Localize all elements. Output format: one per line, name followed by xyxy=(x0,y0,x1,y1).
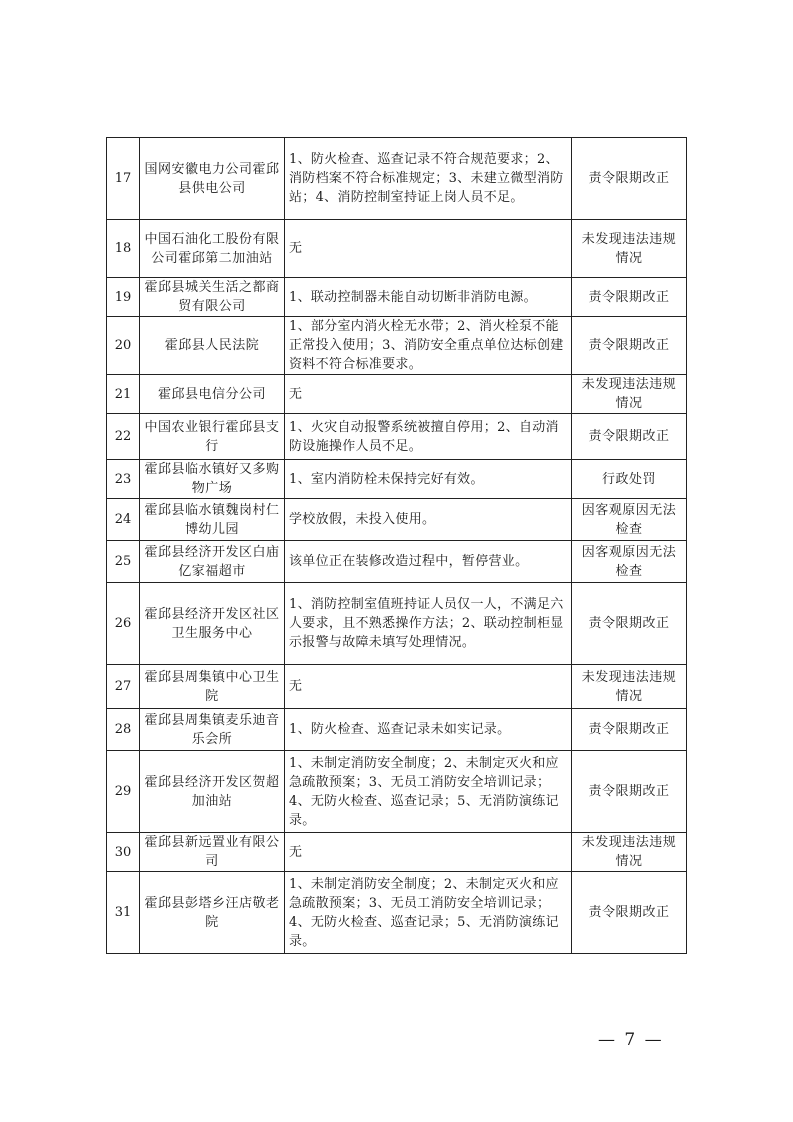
issue-description: 1、火灾自动报警系统被擅自停用；2、自动消防设施操作人员不足。 xyxy=(285,414,572,460)
unit-name: 中国石油化工股份有限公司霍邱第二加油站 xyxy=(140,220,285,278)
table-row xyxy=(107,833,687,872)
unit-name: 霍邱县经济开发区贺超加油站 xyxy=(140,751,285,833)
inspection-result: 责令限期改正 xyxy=(572,138,687,220)
issue-description: 学校放假，未投入使用。 xyxy=(285,499,572,541)
issue-description: 1、防火检查、巡查记录未如实记录。 xyxy=(285,709,572,751)
issue-description: 1、消防控制室值班持证人员仅一人，不满足六人要求，且不熟悉操作方法；2、联动控制柜显示报警与故障未填写处理情况。 xyxy=(285,583,572,665)
issue-description: 1、未制定消防安全制度；2、未制定灭火和应急疏散预案；3、无员工消防安全培训记录；4、无防火检查、巡查记录；5、无消防演练记录。 xyxy=(285,751,572,833)
issue-description: 1、室内消防栓未保持完好有效。 xyxy=(285,460,572,499)
unit-name: 霍邱县经济开发区白庙亿家福超市 xyxy=(140,541,285,583)
unit-name: 霍邱县彭塔乡汪店敬老院 xyxy=(140,872,285,954)
row-number: 31 xyxy=(107,872,140,954)
row-number: 23 xyxy=(107,460,140,499)
inspection-result: 因客观原因无法检查 xyxy=(572,499,687,541)
row-number: 19 xyxy=(107,278,140,317)
issue-description: 无 xyxy=(285,375,572,414)
inspection-result: 责令限期改正 xyxy=(572,317,687,375)
unit-name: 霍邱县周集镇中心卫生院 xyxy=(140,665,285,709)
row-number: 28 xyxy=(107,709,140,751)
issue-description: 无 xyxy=(285,220,572,278)
row-number: 22 xyxy=(107,414,140,460)
unit-name: 霍邱县电信分公司 xyxy=(140,375,285,414)
row-number: 26 xyxy=(107,583,140,665)
inspection-result: 责令限期改正 xyxy=(572,709,687,751)
row-number: 30 xyxy=(107,833,140,872)
inspection-result: 未发现违法违规情况 xyxy=(572,220,687,278)
table-row xyxy=(107,317,687,375)
table-row xyxy=(107,665,687,709)
inspection-result: 责令限期改正 xyxy=(572,872,687,954)
row-number: 27 xyxy=(107,665,140,709)
issue-description: 无 xyxy=(285,833,572,872)
table-row xyxy=(107,138,687,220)
unit-name: 霍邱县城关生活之都商贸有限公司 xyxy=(140,278,285,317)
table-row xyxy=(107,414,687,460)
table-row xyxy=(107,583,687,665)
inspection-result: 责令限期改正 xyxy=(572,751,687,833)
unit-name: 霍邱县人民法院 xyxy=(140,317,285,375)
inspection-table-body xyxy=(107,138,687,954)
row-number: 25 xyxy=(107,541,140,583)
inspection-result: 未发现违法违规情况 xyxy=(572,833,687,872)
table-row xyxy=(107,872,687,954)
row-number: 24 xyxy=(107,499,140,541)
table-row xyxy=(107,375,687,414)
issue-description: 1、部分室内消火栓无水带；2、消火栓泵不能正常投入使用；3、消防安全重点单位达标创建资料不符合标准要求。 xyxy=(285,317,572,375)
issue-description: 1、防火检查、巡查记录不符合规范要求；2、消防档案不符合标准规定；3、未建立微型消防站；4、消防控制室持证上岗人员不足。 xyxy=(285,138,572,220)
row-number: 20 xyxy=(107,317,140,375)
inspection-result: 责令限期改正 xyxy=(572,583,687,665)
unit-name: 霍邱县周集镇麦乐迪音乐会所 xyxy=(140,709,285,751)
unit-name: 霍邱县临水镇好又多购物广场 xyxy=(140,460,285,499)
table-row xyxy=(107,220,687,278)
table-row xyxy=(107,460,687,499)
inspection-result: 责令限期改正 xyxy=(572,278,687,317)
table-row xyxy=(107,541,687,583)
issue-description: 无 xyxy=(285,665,572,709)
inspection-result: 未发现违法违规情况 xyxy=(572,665,687,709)
row-number: 21 xyxy=(107,375,140,414)
table-row xyxy=(107,709,687,751)
unit-name: 霍邱县临水镇魏岗村仁博幼儿园 xyxy=(140,499,285,541)
row-number: 17 xyxy=(107,138,140,220)
inspection-result: 因客观原因无法检查 xyxy=(572,541,687,583)
unit-name: 霍邱县新远置业有限公司 xyxy=(140,833,285,872)
issue-description: 1、联动控制器未能自动切断非消防电源。 xyxy=(285,278,572,317)
issue-description: 1、未制定消防安全制度；2、未制定灭火和应急疏散预案；3、无员工消防安全培训记录；4、无防火检查、巡查记录；5、无消防演练记录。 xyxy=(285,872,572,954)
table-row xyxy=(107,499,687,541)
row-number: 29 xyxy=(107,751,140,833)
unit-name: 国网安徽电力公司霍邱县供电公司 xyxy=(140,138,285,220)
row-number: 18 xyxy=(107,220,140,278)
table-row xyxy=(107,751,687,833)
issue-description: 该单位正在装修改造过程中，暂停营业。 xyxy=(285,541,572,583)
inspection-result: 未发现违法违规情况 xyxy=(572,375,687,414)
inspection-result: 责令限期改正 xyxy=(572,414,687,460)
unit-name: 中国农业银行霍邱县支行 xyxy=(140,414,285,460)
inspection-table xyxy=(106,137,687,954)
inspection-result: 行政处罚 xyxy=(572,460,687,499)
page-number: — 7 — xyxy=(598,1030,664,1050)
unit-name: 霍邱县经济开发区社区卫生服务中心 xyxy=(140,583,285,665)
table-row xyxy=(107,278,687,317)
